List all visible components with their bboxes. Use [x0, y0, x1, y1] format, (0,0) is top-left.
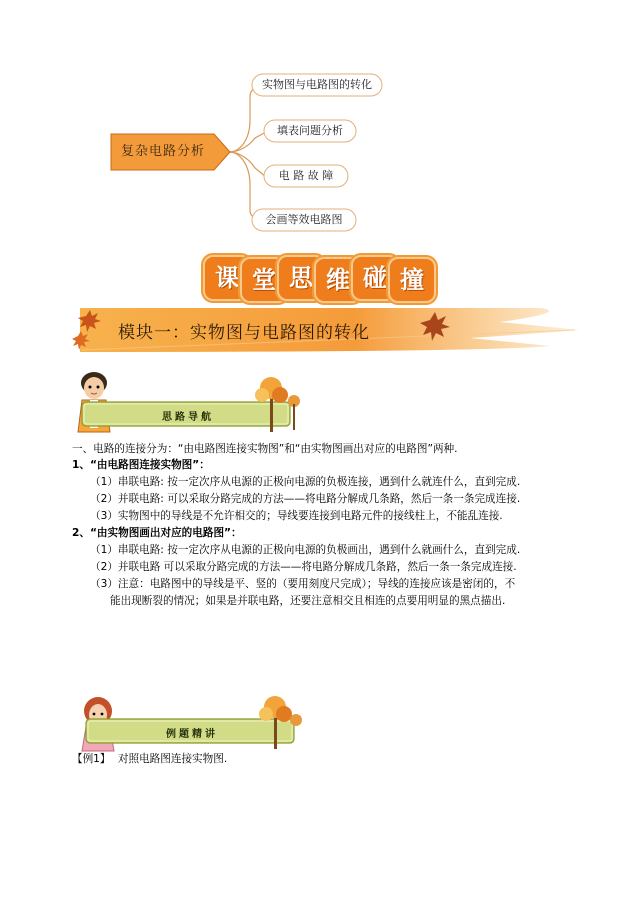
banner-char: 堂 [240, 257, 288, 303]
part2-item-3: （3）注意：电路图中的导线是平、竖的（要用刻度尺完成）；导线的连接应该是密闭的，不 [90, 578, 516, 590]
banner-char: 碰 [351, 255, 399, 301]
mindmap-branch-1: 实物图与电路图的转化 [262, 78, 372, 91]
module-title: 模块一：实物图与电路图的转化 [118, 323, 370, 343]
example-tab-graphic [76, 693, 308, 753]
part2-item-3-cont: 能出现断裂的情况；如果是并联电路，还要注意相交且相连的点要用明显的黑点描出. [110, 595, 506, 607]
mindmap-root [111, 134, 229, 170]
intro-text: 一、电路的连接分为：“由电路图连接实物图”和“由实物图画出对应的电路图”两种. [72, 443, 458, 455]
example-text: 对照电路图连接实物图. [117, 753, 228, 765]
part2-item-1: （1）串联电路: 按一定次序从电源的正极向电源的负极画出，遇到什么就画什么，直到完成. [90, 544, 521, 556]
part1-item-3: （3）实物图中的导线是不允许相交的；导线要连接到电路元件的接线柱上，不能乱连接. [90, 510, 503, 522]
banner-char: 撞 [388, 257, 436, 303]
example-number: 【例1】 [72, 753, 111, 765]
example-label: 例题精讲 [166, 729, 218, 740]
example-1 [72, 751, 227, 767]
banner-char: 课 [203, 255, 251, 301]
part1-title: 1、“由电路图连接实物图”： [72, 459, 210, 471]
part2-title: 2、“由实物图画出对应的电路图”： [72, 527, 242, 539]
banner-char: 维 [314, 257, 362, 303]
mindmap-root-label: 复杂电路分析 [120, 144, 205, 159]
mindmap-branch-2: 填表问题分析 [277, 124, 343, 137]
mindmap-branch-4: 会画等效电路图 [265, 213, 343, 226]
part1-item-2: （2）并联电路: 可以采取分路完成的方法——将电路分解成几条路，然后一条一条完成连接. [90, 493, 521, 505]
mindmap-branch-3: 电 路 故 障 [278, 169, 334, 182]
guide-tab-graphic [72, 368, 304, 436]
part1-item-1: （1）串联电路: 按一定次序从电源的正极向电源的负极连接，遇到什么就连什么，直到完成. [90, 476, 521, 488]
part2-item-2: （2）并联电路 可以采取分路完成的方法——将电路分解成几条路，然后一条一条完成连接. [90, 561, 517, 573]
banner-char: 思 [277, 255, 325, 301]
guide-label: 思路导航 [162, 412, 214, 423]
